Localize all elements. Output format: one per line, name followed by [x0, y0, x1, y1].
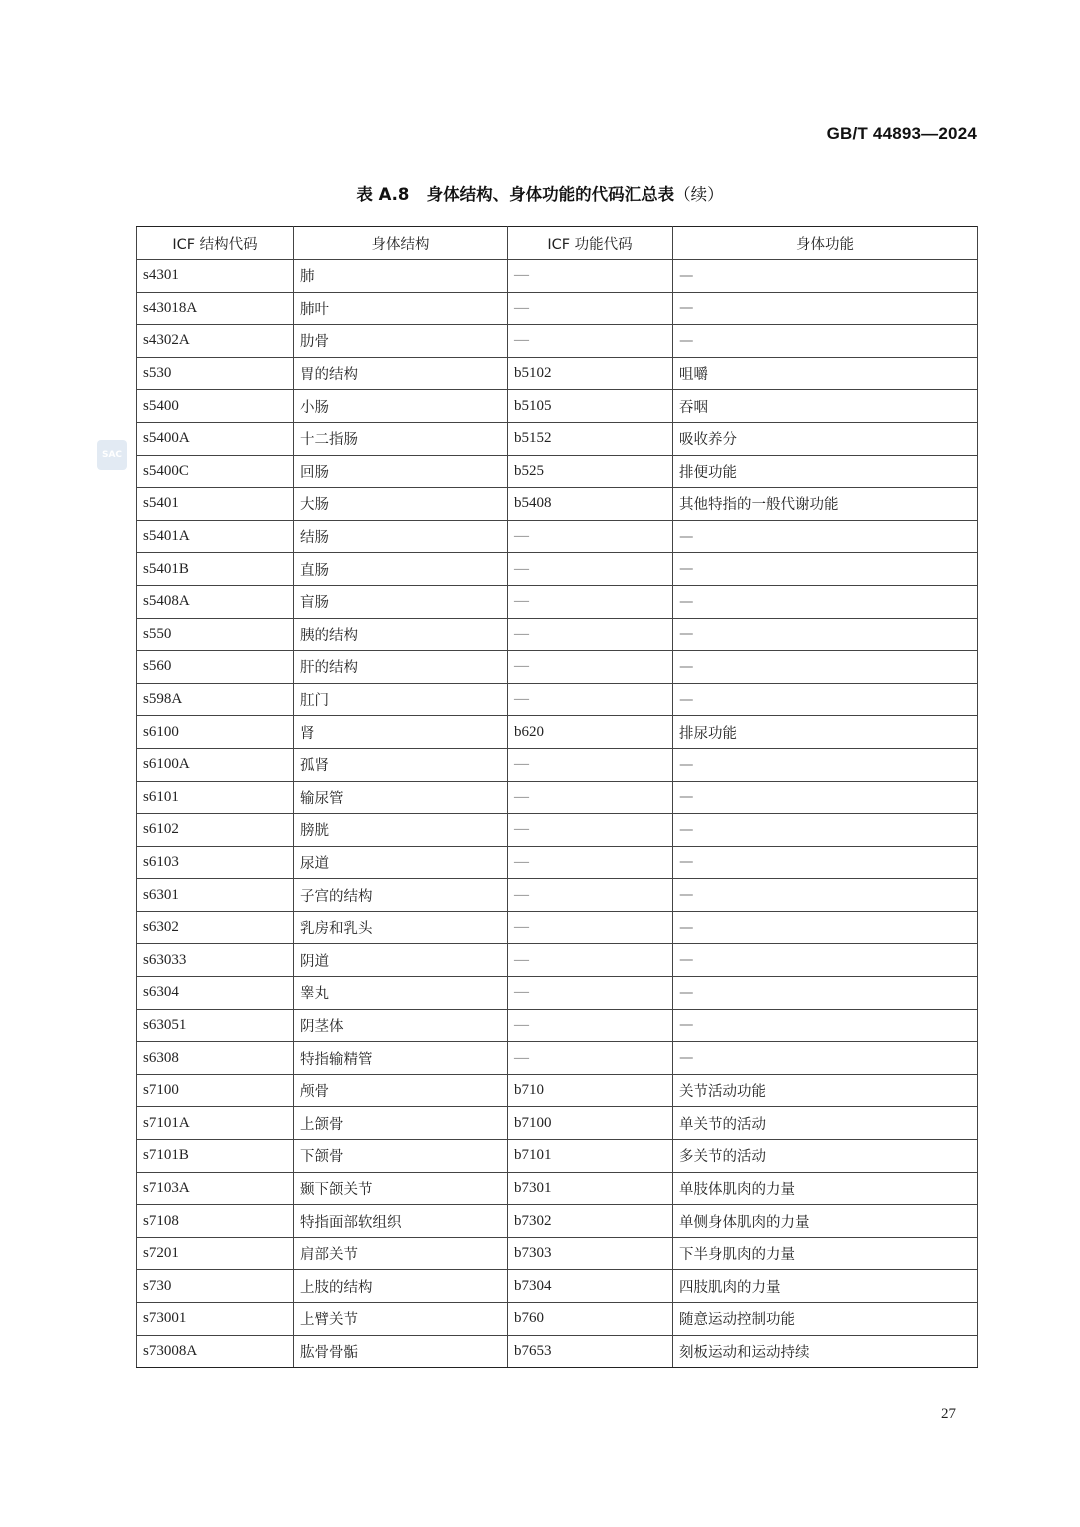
- structure-code-cell: s43018A: [137, 292, 294, 325]
- function-code-cell: b710: [508, 1074, 673, 1107]
- table-caption-label: 表 A.8: [356, 185, 410, 204]
- body-function-cell: —: [673, 520, 978, 553]
- body-function-cell: —: [673, 260, 978, 293]
- function-code-cell: b5102: [508, 357, 673, 390]
- body-function-cell: —: [673, 618, 978, 651]
- structure-code-cell: s530: [137, 357, 294, 390]
- body-structure-cell: 直肠: [294, 553, 508, 586]
- body-structure-cell: 胃的结构: [294, 357, 508, 390]
- body-function-cell: —: [673, 651, 978, 684]
- structure-code-cell: s560: [137, 651, 294, 684]
- table-row: [137, 1140, 978, 1173]
- body-structure-cell: 膀胱: [294, 814, 508, 847]
- body-structure-cell: 小肠: [294, 390, 508, 423]
- table-row: [137, 488, 978, 521]
- body-structure-cell: 颞下颌关节: [294, 1172, 508, 1205]
- body-structure-cell: 肝的结构: [294, 651, 508, 684]
- table-row: [137, 977, 978, 1010]
- body-function-cell: 吸收养分: [673, 422, 978, 455]
- structure-code-cell: s5400A: [137, 422, 294, 455]
- table-row: [137, 944, 978, 977]
- structure-code-cell: s5400C: [137, 455, 294, 488]
- structure-code-cell: s7100: [137, 1074, 294, 1107]
- table-row: [137, 325, 978, 358]
- body-structure-cell: 乳房和乳头: [294, 911, 508, 944]
- body-structure-cell: 肋骨: [294, 325, 508, 358]
- column-header-structure-code: ICF 结构代码: [137, 227, 294, 260]
- body-structure-cell: 尿道: [294, 846, 508, 879]
- body-function-cell: 其他特指的一般代谢功能: [673, 488, 978, 521]
- structure-code-cell: s7103A: [137, 1172, 294, 1205]
- table-row: [137, 1009, 978, 1042]
- body-structure-cell: 下颌骨: [294, 1140, 508, 1173]
- table-row: [137, 1205, 978, 1238]
- structure-code-cell: s7101A: [137, 1107, 294, 1140]
- body-function-cell: 刻板运动和运动持续: [673, 1335, 978, 1368]
- function-code-cell: b7101: [508, 1140, 673, 1173]
- table-row: [137, 651, 978, 684]
- body-function-cell: 随意运动控制功能: [673, 1303, 978, 1336]
- body-function-cell: —: [673, 781, 978, 814]
- body-structure-cell: 结肠: [294, 520, 508, 553]
- body-function-cell: —: [673, 944, 978, 977]
- function-code-cell: —: [508, 683, 673, 716]
- function-code-cell: —: [508, 748, 673, 781]
- body-function-cell: 排尿功能: [673, 716, 978, 749]
- sac-watermark-logo: SAC: [97, 440, 127, 470]
- body-function-cell: 关节活动功能: [673, 1074, 978, 1107]
- structure-code-cell: s730: [137, 1270, 294, 1303]
- structure-code-cell: s6103: [137, 846, 294, 879]
- function-code-cell: —: [508, 944, 673, 977]
- standard-number: GB/T 44893—2024: [826, 124, 977, 143]
- table-caption: [0, 181, 1080, 205]
- table-row: [137, 520, 978, 553]
- table-row: [137, 748, 978, 781]
- structure-code-cell: s4302A: [137, 325, 294, 358]
- structure-code-cell: s73008A: [137, 1335, 294, 1368]
- function-code-cell: —: [508, 618, 673, 651]
- structure-code-cell: s5401B: [137, 553, 294, 586]
- body-structure-cell: 上臂关节: [294, 1303, 508, 1336]
- body-structure-cell: 肺: [294, 260, 508, 293]
- body-function-cell: 四肢肌肉的力量: [673, 1270, 978, 1303]
- table-row: [137, 781, 978, 814]
- structure-code-cell: s6301: [137, 879, 294, 912]
- body-function-cell: —: [673, 683, 978, 716]
- body-function-cell: 单关节的活动: [673, 1107, 978, 1140]
- function-code-cell: b5105: [508, 390, 673, 423]
- body-function-cell: —: [673, 846, 978, 879]
- body-structure-cell: 肩部关节: [294, 1237, 508, 1270]
- column-header-function-code: ICF 功能代码: [508, 227, 673, 260]
- structure-code-cell: s5408A: [137, 585, 294, 618]
- function-code-cell: b7653: [508, 1335, 673, 1368]
- body-function-cell: —: [673, 1042, 978, 1075]
- structure-code-cell: s7108: [137, 1205, 294, 1238]
- body-structure-cell: 阴道: [294, 944, 508, 977]
- table-row: [137, 618, 978, 651]
- table-body: [137, 260, 978, 1368]
- structure-code-cell: s6308: [137, 1042, 294, 1075]
- icf-code-table: [136, 226, 978, 1368]
- table-row: [137, 1303, 978, 1336]
- structure-code-cell: s5401A: [137, 520, 294, 553]
- table-row: [137, 1107, 978, 1140]
- structure-code-cell: s6102: [137, 814, 294, 847]
- body-function-cell: 多关节的活动: [673, 1140, 978, 1173]
- body-structure-cell: 颅骨: [294, 1074, 508, 1107]
- body-function-cell: —: [673, 911, 978, 944]
- structure-code-cell: s63033: [137, 944, 294, 977]
- table-row: [137, 846, 978, 879]
- page-number: 27: [941, 1406, 956, 1422]
- body-function-cell: —: [673, 879, 978, 912]
- table-row: [137, 814, 978, 847]
- structure-code-cell: s5401: [137, 488, 294, 521]
- body-structure-cell: 上肢的结构: [294, 1270, 508, 1303]
- structure-code-cell: s7201: [137, 1237, 294, 1270]
- table-caption-continued: （续）: [674, 185, 724, 204]
- table-row: [137, 911, 978, 944]
- function-code-cell: —: [508, 585, 673, 618]
- structure-code-cell: s6100: [137, 716, 294, 749]
- function-code-cell: —: [508, 260, 673, 293]
- body-structure-cell: 特指面部软组织: [294, 1205, 508, 1238]
- table-row: [137, 683, 978, 716]
- structure-code-cell: s63051: [137, 1009, 294, 1042]
- table-row: [137, 1172, 978, 1205]
- body-function-cell: 咀嚼: [673, 357, 978, 390]
- table-row: [137, 390, 978, 423]
- function-code-cell: —: [508, 651, 673, 684]
- structure-code-cell: s5400: [137, 390, 294, 423]
- table-caption-title: 身体结构、身体功能的代码汇总表: [426, 185, 675, 204]
- body-structure-cell: 输尿管: [294, 781, 508, 814]
- function-code-cell: —: [508, 292, 673, 325]
- body-structure-cell: 上颌骨: [294, 1107, 508, 1140]
- body-function-cell: —: [673, 748, 978, 781]
- body-structure-cell: 大肠: [294, 488, 508, 521]
- function-code-cell: —: [508, 1042, 673, 1075]
- body-function-cell: —: [673, 292, 978, 325]
- body-structure-cell: 盲肠: [294, 585, 508, 618]
- function-code-cell: b7303: [508, 1237, 673, 1270]
- body-structure-cell: 胰的结构: [294, 618, 508, 651]
- table-row: [137, 1074, 978, 1107]
- function-code-cell: —: [508, 911, 673, 944]
- function-code-cell: —: [508, 1009, 673, 1042]
- table-header-row: [137, 227, 978, 260]
- body-function-cell: —: [673, 585, 978, 618]
- body-structure-cell: 肾: [294, 716, 508, 749]
- body-function-cell: 单肢体肌肉的力量: [673, 1172, 978, 1205]
- body-structure-cell: 回肠: [294, 455, 508, 488]
- structure-code-cell: s6302: [137, 911, 294, 944]
- function-code-cell: b525: [508, 455, 673, 488]
- function-code-cell: —: [508, 879, 673, 912]
- table-row: [137, 1042, 978, 1075]
- body-structure-cell: 孤肾: [294, 748, 508, 781]
- body-function-cell: —: [673, 1009, 978, 1042]
- function-code-cell: —: [508, 520, 673, 553]
- table-row: [137, 292, 978, 325]
- table-row: [137, 1270, 978, 1303]
- body-structure-cell: 阴茎体: [294, 1009, 508, 1042]
- function-code-cell: b7100: [508, 1107, 673, 1140]
- body-function-cell: 吞咽: [673, 390, 978, 423]
- table-row: [137, 553, 978, 586]
- function-code-cell: b760: [508, 1303, 673, 1336]
- body-structure-cell: 睾丸: [294, 977, 508, 1010]
- structure-code-cell: s4301: [137, 260, 294, 293]
- function-code-cell: —: [508, 977, 673, 1010]
- structure-code-cell: s6100A: [137, 748, 294, 781]
- function-code-cell: b5408: [508, 488, 673, 521]
- function-code-cell: —: [508, 781, 673, 814]
- body-function-cell: —: [673, 977, 978, 1010]
- table-row: [137, 716, 978, 749]
- body-function-cell: 下半身肌肉的力量: [673, 1237, 978, 1270]
- structure-code-cell: s6101: [137, 781, 294, 814]
- function-code-cell: b7301: [508, 1172, 673, 1205]
- table-row: [137, 455, 978, 488]
- table-row: [137, 357, 978, 390]
- body-function-cell: 单侧身体肌肉的力量: [673, 1205, 978, 1238]
- structure-code-cell: s550: [137, 618, 294, 651]
- body-function-cell: —: [673, 325, 978, 358]
- body-structure-cell: 肛门: [294, 683, 508, 716]
- function-code-cell: —: [508, 814, 673, 847]
- structure-code-cell: s598A: [137, 683, 294, 716]
- column-header-body-function: 身体功能: [673, 227, 978, 260]
- function-code-cell: —: [508, 325, 673, 358]
- structure-code-cell: s7101B: [137, 1140, 294, 1173]
- table-row: [137, 422, 978, 455]
- function-code-cell: b7304: [508, 1270, 673, 1303]
- body-structure-cell: 肱骨骨骺: [294, 1335, 508, 1368]
- body-function-cell: —: [673, 553, 978, 586]
- table-row: [137, 879, 978, 912]
- function-code-cell: —: [508, 553, 673, 586]
- table-row: [137, 260, 978, 293]
- body-structure-cell: 肺叶: [294, 292, 508, 325]
- table-row: [137, 1335, 978, 1368]
- body-function-cell: —: [673, 814, 978, 847]
- table-row: [137, 585, 978, 618]
- function-code-cell: b5152: [508, 422, 673, 455]
- function-code-cell: b7302: [508, 1205, 673, 1238]
- body-structure-cell: 特指输精管: [294, 1042, 508, 1075]
- function-code-cell: —: [508, 846, 673, 879]
- table-row: [137, 1237, 978, 1270]
- body-structure-cell: 十二指肠: [294, 422, 508, 455]
- structure-code-cell: s73001: [137, 1303, 294, 1336]
- body-structure-cell: 子宫的结构: [294, 879, 508, 912]
- column-header-body-structure: 身体结构: [294, 227, 508, 260]
- body-function-cell: 排便功能: [673, 455, 978, 488]
- structure-code-cell: s6304: [137, 977, 294, 1010]
- function-code-cell: b620: [508, 716, 673, 749]
